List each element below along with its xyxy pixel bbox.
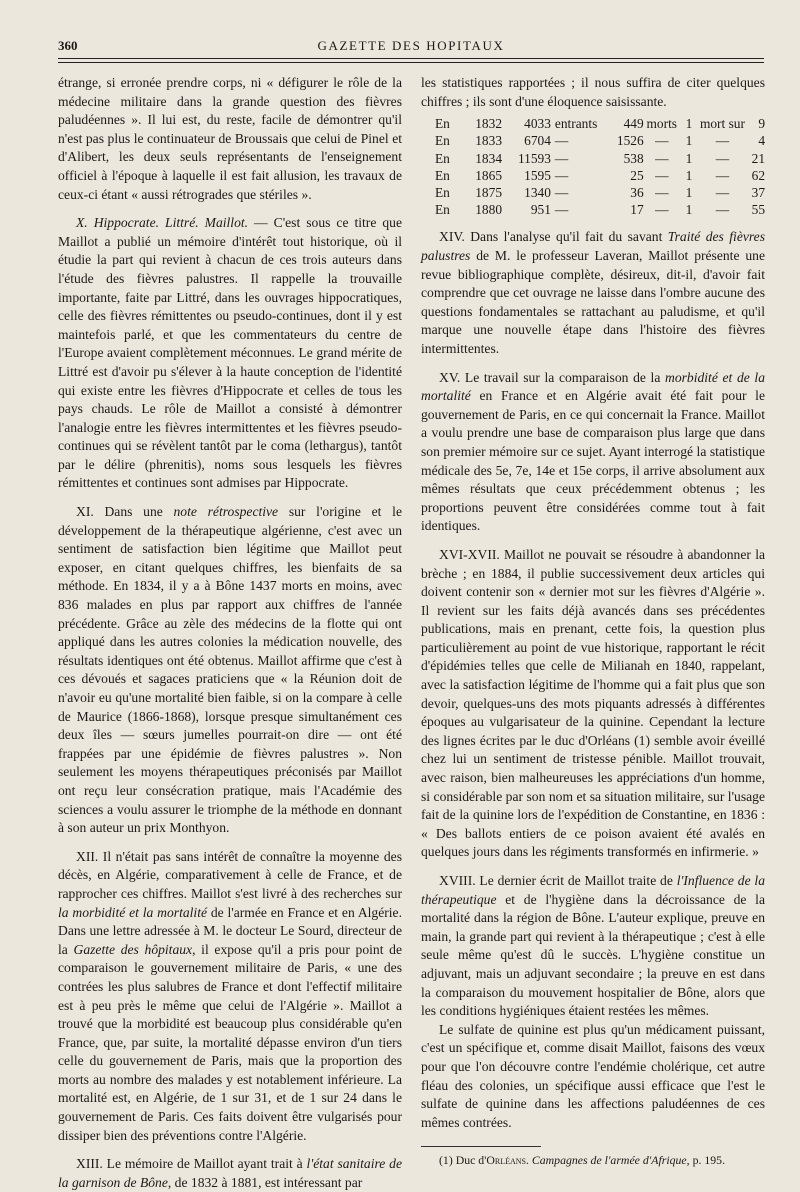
statistics-cell-morts-label: — xyxy=(655,167,669,183)
paragraph-xvi-xvii: XVI-XVII. Maillot ne pouvait se résoudre à abandonner la brèche ; en 1884, il publie successivement deux articles qui doivent contenir son « dernier mot sur les fièvres d'Algérie ». Il revient sur les faits déjà avancés dans ses précédentes publications, mais en prenant, cette fois, la question plus particulièrement au point de vue historique, rapportant le récit d'épidémies telles que celle de Milianah en 1840, rappelant, avec la satisfaction légitime de l'homme qui a fait plus que son devoir, quelques-uns des mots piquants adressés à différentes époques au vulgarisateur de la quinine. Cependant la lecture des lignes écrites par le duc d'Orléans (1) semble avoir éveillé chez lui un sentiment de tristesse pénible. Maillot trouvait, avec raison, bien malheureuses les appréciations d'un homme, si considérable par son nom et sa situation militaire, sur l'usage fait de la quinine lors de l'expédition de Constantine, en 1836 : « Des ballots entiers de ce poison avaient été avalés en quelques jours dans les régiments transformés en infirmerie. » xyxy=(421,546,765,860)
statistics-cell-entrants: 1340 xyxy=(524,185,551,200)
statistics-table xyxy=(421,115,765,218)
page-header xyxy=(58,34,764,58)
statistics-cell-entrants-label: — xyxy=(554,133,569,149)
statistics-cell-entrants-label: entrants xyxy=(554,116,598,132)
statistics-cell-morts: 17 xyxy=(630,202,644,218)
statistics-cell-en: En xyxy=(435,185,450,200)
statistics-cell-ratio-b: 21 xyxy=(751,150,766,166)
statistics-cell-ratio-a: 1 xyxy=(685,133,693,149)
section-xviii-text-a: XVIII. Le dernier écrit de Maillot traite de xyxy=(439,873,677,888)
paragraph-xviii xyxy=(421,872,765,1021)
section-xiv-italic: Traité des fièvres palustres xyxy=(421,229,765,263)
statistics-cell-year: 1834 xyxy=(475,150,503,166)
section-xii-italic-b: Gazette des hôpitaux xyxy=(73,941,193,957)
footnote xyxy=(421,1153,765,1168)
statistics-cell-en: En xyxy=(435,116,450,132)
statistics-cell-morts-label: morts xyxy=(646,116,678,132)
paragraph-xiv xyxy=(421,228,765,358)
section-xi-text-b: sur l'origine et le développement de la thérapeutique algérienne, c'est avec un sentiment de satisfaction bien légitime que Maillot peut exposer, en citant quelques chiffres, les bienfaits de sa méthode. En 1834, il y a à Bône 1437 morts en moins, avec 836 malades en plus par rapport aux chiffres de l'année précédente. Grâce au zèle des médecins de la flotte qui ont appliqué dans les autres colonies la médication nouvelle, des résultats identiques ont été obtenus. Maillot affirme que c'est à ces dévoués et sagaces praticiens que « la Réunion doit de n'avoir eu qu'une mortalité bien faible, si on la compare à celle de Maurice (1866-1868), lorsque presque simultanément ces deux îles — sœurs jumelles pourrait-on dire — ont été frappées par une épidémie de fièvres palustres ». Non seulement les moyens thérapeutiques préconisés par Maillot ont reçu leur consécration pratique, mais l'Académie des sciences a voulu assurer le triomphe de la méthode en donnant à son auteur un prix Monthyon. xyxy=(58,504,402,836)
section-xv-italic: morbidité et de la mortalité xyxy=(421,369,766,404)
paragraph-xiii xyxy=(58,1155,402,1192)
statistics-cell-ratio-a: 1 xyxy=(685,185,693,200)
statistics-cell-morts: 1526 xyxy=(616,133,644,149)
statistics-row xyxy=(421,184,765,201)
statistics-row xyxy=(421,167,765,184)
statistics-cell-ratio-a: 1 xyxy=(685,116,693,132)
paragraph-quinine: Le sulfate de quinine est plus qu'un médicament puissant, c'est un spécifique et, comme disait Maillot, faisons des vœux pour que l'on découvre contre l'endémie cholérique, cet autre fléau des colonies, un spécifique aussi efficace que l'est le sulfate de quinine dans les affections paludéennes de ces mêmes contrées. xyxy=(421,1021,765,1130)
statistics-cell-ratio-b: 55 xyxy=(751,202,766,218)
header-rule-thin xyxy=(58,62,764,63)
section-xv-text-a: XV. Le travail sur la comparaison de la xyxy=(439,369,665,385)
statistics-cell-ratio-label: — xyxy=(715,167,730,183)
statistics-cell-ratio-label: — xyxy=(715,185,730,200)
section-xii-text-a: XII. Il n'était pas sans intérêt de connaître la moyenne des décès, en Algérie, comparativement à celle de France, et de rapprocher ces chiffres. Maillot s'est livré à des recherches sur xyxy=(58,848,402,901)
statistics-cell-entrants-label: — xyxy=(554,185,569,200)
footnote-smallcaps: Orléans xyxy=(486,1153,526,1168)
statistics-cell-morts-label: — xyxy=(655,202,669,218)
statistics-cell-ratio-a: 1 xyxy=(685,150,693,166)
paragraph-xi xyxy=(58,503,402,838)
statistics-row xyxy=(421,115,765,132)
statistics-cell-ratio-b: 62 xyxy=(751,167,766,183)
statistics-row xyxy=(421,150,765,167)
footnote-rule xyxy=(421,1146,541,1147)
section-xiii-text-b: , de 1832 à 1881, est intéressant par xyxy=(167,1174,363,1190)
section-xviii-italic: l'Influence de la thérapeutique xyxy=(421,873,765,907)
paragraph-stats-intro: les statistiques rapportées ; il nous suffira de citer quelques chiffres ; ils sont d'une éloquence saisissante. xyxy=(421,75,765,109)
statistics-cell-year: 1833 xyxy=(475,133,503,149)
statistics-row xyxy=(421,132,765,149)
section-xv-text-b: en France et en Algérie avait été fait pour le gouvernement de Paris, en ce qui concernait la France. Maillot a voulu prendre une base de comparaison plus large que dans son premier mémoire sur ce sujet. Ayant interrogé la statistique médicale des 5e, 7e, 14e et 15e corps, il arrive absolument aux mêmes résultats que ceux précédemment obtenus ; les proportions peuvent être considérées comme tout à fait identiques. xyxy=(421,388,765,534)
paragraph-xv xyxy=(421,369,765,536)
section-xii-text-c: , il expose qu'il a pris pour point de comparaison le gouvernement militaire de Paris, « une des contrées les plus salubres de France et dont l'effectif militaire est à peu près le même que celui de l'Algérie ». Maillot a trouvé que la morbidité est beaucoup plus considérable qu'en France, que, par suite, la mortalité dépasse environ d'un tiers celle du gouvernement de Paris, mais que la proportion des morts au nombre des malades y est notablement inférieure. La mortalité est, en Algérie, de 1 sur 31, et de 1 sur 24 dans le gouvernement de Paris. Ces faits doivent être vulgarisés pour dissiper bien des préventions contre l'Algérie. xyxy=(58,941,402,1143)
section-xii-text-b: de l'armée en France et en Algérie. Dans une lettre adressée à M. le docteur Le Sourd, directeur de la xyxy=(58,904,402,957)
page-number: 360 xyxy=(58,38,78,53)
right-column xyxy=(421,74,765,1168)
statistics-cell-morts-label: — xyxy=(655,150,669,166)
statistics-cell-ratio-label: — xyxy=(715,202,730,218)
section-xii-italic-a: la morbidité et la mortalité xyxy=(58,904,208,920)
statistics-cell-entrants: 1595 xyxy=(524,167,551,183)
section-xiv-text-a: XIV. Dans l'analyse qu'il fait du savant xyxy=(439,229,668,245)
statistics-cell-year: 1865 xyxy=(475,167,503,183)
statistics-cell-entrants-label: — xyxy=(554,202,569,218)
section-xiii-italic: l'état sanitaire de la garnison de Bône xyxy=(58,1156,402,1190)
statistics-cell-ratio-label: — xyxy=(715,150,730,166)
statistics-cell-morts: 36 xyxy=(630,185,644,200)
statistics-cell-en: En xyxy=(435,167,450,183)
statistics-cell-morts: 538 xyxy=(623,150,644,166)
paragraph-continuation: étrange, si erronée prendre corps, ni « défigurer le rôle de la médecine militaire dans la grande question des fièvres paludéennes ». Il lui est, du reste, facile de démontrer qu'il n'est pas plus le continuateur de Broussais que celui de Pinel et d'Alibert, les deux seuls représentants de l'enseignement officiel à l'époque à laquelle il est fait allusion, les travaux de ceux-ci étant « aussi rétrogrades que stériles ». xyxy=(58,75,402,202)
footnote-text-c: , p. 195. xyxy=(686,1153,726,1168)
statistics-cell-morts: 25 xyxy=(630,167,644,183)
header-rule-thick xyxy=(58,58,764,59)
section-xi-text-a: XI. Dans une xyxy=(76,504,174,520)
statistics-cell-year: 1880 xyxy=(475,202,503,218)
statistics-cell-en: En xyxy=(435,150,450,166)
statistics-row xyxy=(421,201,765,218)
statistics-cell-ratio-b: 4 xyxy=(758,133,766,149)
footnote-text-b: . xyxy=(525,1153,532,1168)
statistics-cell-entrants: 11593 xyxy=(517,150,551,166)
paragraph-xii xyxy=(58,848,402,1146)
statistics-cell-morts-label: — xyxy=(655,133,669,149)
statistics-cell-ratio-label: mort sur xyxy=(699,116,745,132)
statistics-cell-ratio-label: — xyxy=(715,133,730,149)
section-xi-italic: note rétrospective xyxy=(173,504,279,520)
statistics-cell-en: En xyxy=(435,202,450,218)
section-xviii-text-b: et de l'hygiène dans la décroissance de la mortalité dans la région de Bône. L'auteur explique, preuve en main, la grande part qui revient à la thérapeutique ; c'est à elle seule même qu'est dû le succès. L'hygiène constitue un adjuvant, mais un adjuvant secondaire ; la preuve en est dans la comparaison du mouvement hospitalier de Bône, alors que les conditions hygiéniques étaient restées les mêmes. xyxy=(421,891,765,1019)
section-xiii-text-a: XIII. Le mémoire de Maillot ayant trait à xyxy=(76,1156,307,1172)
journal-title: GAZETTE DES HOPITAUX xyxy=(317,38,505,53)
statistics-cell-morts: 449 xyxy=(623,116,644,132)
statistics-cell-entrants-label: — xyxy=(554,167,569,183)
statistics-cell-ratio-a: 1 xyxy=(685,167,693,183)
section-x-body: — C'est sous ce titre que Maillot a publié un mémoire d'intérêt tout historique, où il étudie la part qui revient à chacun de ces trois auteurs dans l'étude des fièvres palustres. Il rappelle la trouvaille importante, faite par Littré, dans les ouvrages hippocratiques, celle des fièvres rémittentes ou pseudo-continues, dont il y est maintefois parlé, et que les commentateurs du centre de l'Europe avaient complètement méconnues. Le grand mérite de Littré est d'avoir pu s'élever à la haute conception de l'identité qui existe entre les fièvres d'Hippocrate et celles de tous les pays chauds. Le rôle de Maillot a consisté à démontrer l'analogie entre les fièvres intermittentes et les fièvres pseudo-continues qui se révèlent tantôt par le coma (lethargus), tantôt par le délire (phrenitis), noms sous lesquels les fièvres rémittentes et continues sont admises par Hippocrate. xyxy=(58,215,402,491)
statistics-cell-year: 1875 xyxy=(475,185,503,200)
statistics-cell-year: 1832 xyxy=(475,116,503,132)
footnote-italic: Campagnes de l'armée d'Afrique xyxy=(531,1153,687,1168)
left-column xyxy=(58,74,402,1192)
statistics-cell-entrants: 4033 xyxy=(524,116,551,132)
statistics-cell-entrants: 6704 xyxy=(524,133,551,149)
section-xiv-text-b: de M. le professeur Laveran, Maillot présente une revue bibliographique complète, désireux, dit-il, d'avoir fait comprendre que cet ouvrage ne laisse dans l'ombre aucune des questions fondamentales se rattachant au paludisme, et qu'il marque une nouvelle étape dans l'histoire des fièvres intermittentes. xyxy=(421,248,765,356)
statistics-cell-en: En xyxy=(435,133,450,149)
section-x-heading: X. Hippocrate. Littré. Maillot. xyxy=(76,215,249,231)
statistics-cell-morts-label: — xyxy=(655,185,669,200)
statistics-cell-entrants: 951 xyxy=(530,202,551,218)
statistics-cell-ratio-b: 9 xyxy=(758,116,766,132)
statistics-cell-ratio-b: 37 xyxy=(751,185,766,200)
statistics-cell-entrants-label: — xyxy=(554,150,569,166)
footnote-text-a: (1) Duc d' xyxy=(439,1153,487,1168)
paragraph-x xyxy=(58,214,402,493)
statistics-cell-ratio-a: 1 xyxy=(685,202,693,218)
